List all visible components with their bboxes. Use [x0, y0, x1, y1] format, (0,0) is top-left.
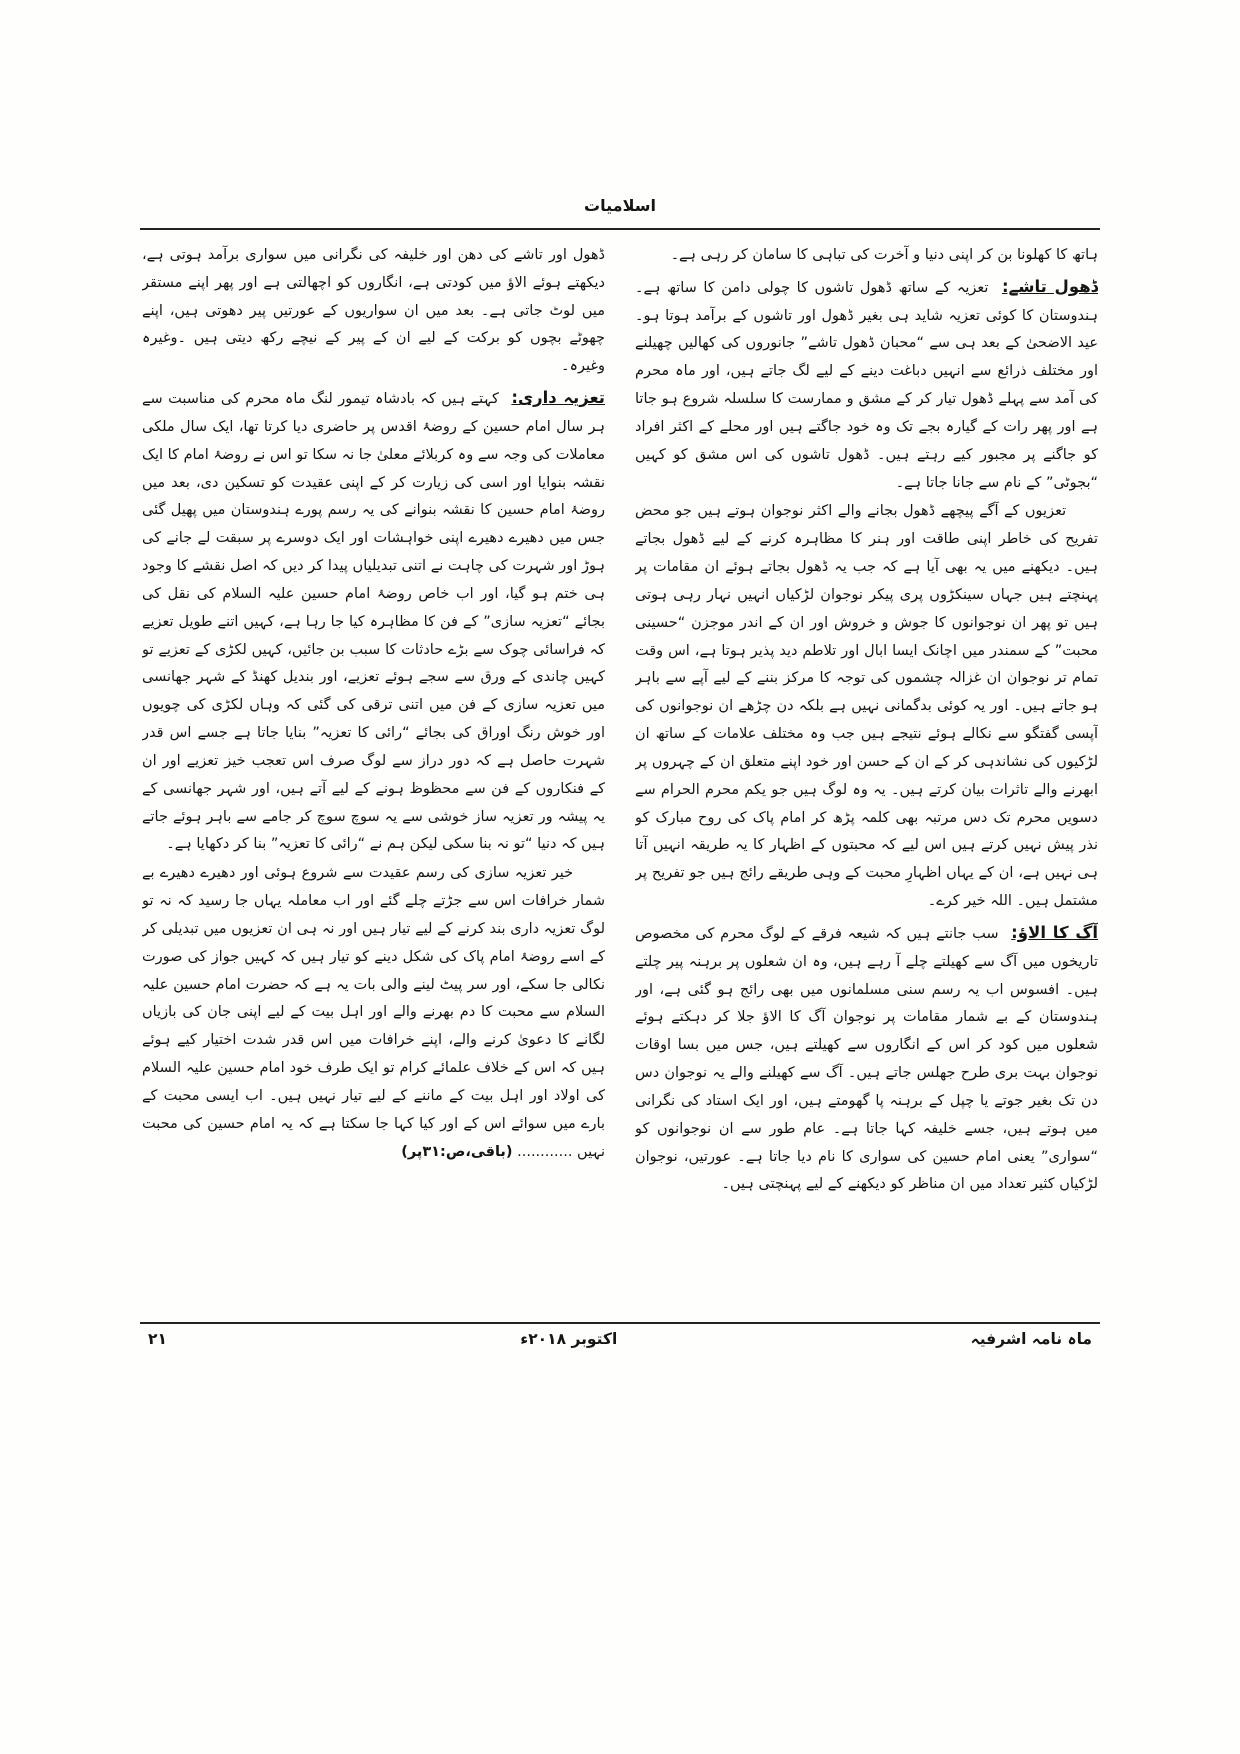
section-heading-aag-ka-alao: آگ کا الاؤ:: [1011, 922, 1098, 942]
section-heading-taziya-dari: تعزیہ داری:: [511, 388, 605, 408]
paragraph-khair-taziya: [142, 860, 605, 1166]
section-body-taziya-dari: کہتے ہیں کہ بادشاہ تیمور لنگ ماہ محرم کی مناسبت سے ہر سال امام حسین کے روضۂ اقدس پر حاضری دیا کرتا تھا، ایک سال ملکی معاملات کی وجہ سے وہ کربلائے معلیٰ جا نہ سکا تو اس نے روضۂ امام کا ایک نقشہ بنوایا اور اسی کی زیارت کر کے اپنی عقیدت کو تسکین دی، بعد میں روضۂ امام حسین کا نقشہ بنوانے کی یہ رسم پورے ہندوستان میں پھیل گئی جس میں دھیرے دھیرے اپنی خواہشات اور ایک دوسرے پر سبقت لے جانے کی ہوڑ اور شہرت کی چاہت نے اتنی تبدیلیاں پیدا کر دیں کہ اصل نقشے کا وجود ہی ختم ہو گیا، اور اب خاص روضۂ امام حسین علیہ السلام کی نقل کی بجائے “تعزیہ سازی” کے فن کا مظاہرہ کیا جا رہا ہے، کہیں اتنے طویل تعزیے کہ فراسائی چوک سے بڑے حادثات کا سبب بن جائیں، کہیں لکڑی کے تعزیے تو کہیں چاندی کے ورق سے سجے ہوئے تعزیے، اور بندیل کھنڈ کے شہر جھانسی میں تعزیہ سازی کے فن میں اتنی ترقی کی گئی کہ وہاں لکڑی کی چویوں اور خوش رنگ اوراق کی بجائے “رائی کا تعزیہ” بنایا جاتا ہے جسے اس قدر شہرت حاصل ہے کہ دور دراز سے لوگ صرف اس تعجب خیز تعزیے اور ان کے فنکاروں کے فن سے محظوظ ہونے کے لیے آتے ہیں، اور شہر جھانسی کے یہ پیشہ ور تعزیہ ساز خوشی سے یہ سوچ سوچ کر جامے سے باہر ہوئے جاتے ہیں کہ دنیا “تو نہ بنا سکی لیکن ہم نے “رائی کا تعزیہ” بنا کر دکھایا ہے۔: [142, 391, 605, 853]
page-footer: [148, 1330, 1092, 1348]
footer-magazine-name: ماہ نامہ اشرفیہ: [970, 1330, 1092, 1348]
section-heading-dhol-tashe: ڈھول تاشے:: [1001, 276, 1098, 296]
section-body-dhol-tashe: تعزیہ کے ساتھ ڈھول تاشوں کا چولی دامن کا ساتھ ہے۔ ہندوستان کا کوئی تعزیہ شاید ہی بغیر ڈھول اور تاشوں کے برآمد ہوتا ہو۔ عید الاضحیٰ کے بعد ہی سے “محبان ڈھول تاشے” جانوروں کی کھالیں چھیلنے اور مختلف ذرائع سے انہیں دباغت دینے کے لیے لگ جاتے ہیں، اور ماہ محرم کی آمد سے پہلے ڈھول تیار کر کے مشق و ممارست کا سلسلہ شروع ہو جاتا ہے اور پھر رات کے گیارہ بجے تک وہ خود جاگتے ہیں اور محلے کے اکثر افراد کو جاگنے پر مجبور کیے رہتے ہیں۔ ڈھول تاشوں کی اس مشق کو کہیں “بجوٹی” کے نام سے جانا جاتا ہے۔: [635, 279, 1098, 491]
continued-on-page-note: (باقی،ص:۳۱پر): [401, 1143, 513, 1160]
section-body-aag-ka-alao: سب جانتے ہیں کہ شیعہ فرقے کے لوگ محرم کی مخصوص تاریخوں میں آگ سے کھیلتے چلے آ رہے ہیں، وہ ان شعلوں پر برہنہ پیر چلتے ہیں۔ افسوس اب یہ رسم سنی مسلمانوں میں بھی رائج ہو گئی ہے، اور ہندوستان کے بے شمار مقامات پر نوجوان آگ کا الاؤ جلا کر دہکتے ہوئے شعلوں میں کود کر اس کے انگاروں سے کھیلتے ہیں، جس میں بسا اوقات نوجوان بہت بری طرح جھلس جاتے ہیں۔ آگ سے کھیلنے والے یہ نوجوان دس دن تک بغیر جوتے یا چپل کے برہنہ پا گھومتے ہیں، اور ایک استاد کی نگرانی میں ہوتے ہیں، جسے خلیفہ کہا جاتا ہے۔ عام طور سے ان نوجوانوں کو “سواری” یعنی امام حسین کی سواری کا نام دیا جاتا ہے۔ عورتیں، نوجوان لڑکیاں کثیر تعداد میں ان مناظر کو دیکھنے کے لیے پہنچتی ہیں۔: [635, 925, 1098, 1193]
page-header-title: اسلامیات: [584, 196, 656, 215]
paragraph-taziyon-dhol: تعزیوں کے آگے پیچھے ڈھول بجانے والے اکثر نوجوان ہوتے ہیں جو محض تفریح کی خاطر اپنی طاقت اور ہنر کا مظاہرہ کرنے کے لیے ڈھول بجاتے ہیں۔ دیکھنے میں یہ بھی آیا ہے کہ جب یہ ڈھول بجاتے ہوئے ان مقامات پر پہنچتے ہیں جہاں سینکڑوں پری پیکر نوجوان لڑکیاں انہیں نہار رہی ہوتی ہیں تو پھر ان نوجوانوں کا جوش و خروش اور ان کے اندر موجزن “حسینی محبت” کے سمندر میں اچانک ایسا ابال اور تلاطم دید پذیر ہوتا ہے، اس وقت تمام تر نوجوان ان غزالہ چشموں کی توجہ کا مرکز بننے کے لیے آپے سے باہر ہو جاتے ہیں۔ اور یہ کوئی بدگمانی نہیں ہے بلکہ دن چڑھے ان نوجوانوں کی آپسی گفتگو سے نکالے ہوئے نتیجے ہیں جب وہ مختلف علامات کے ساتھ ان لڑکیوں کی نشاندہی کر کے ان کے حسن اور خود اپنے متعلق ان کے چہروں پر ابھرنے والے تاثرات بیان کرتے ہیں۔ یہ وہ لوگ ہیں جو یکم محرم الحرام سے دسویں محرم تک دس مرتبہ بھی کلمہ پڑھ کر امام پاک کی روح مبارک کو نذر پیش نہیں کرتے ہیں اس لیے کہ محبتوں کے اظہار کا یہ طریقہ انہیں آتا ہی نہیں ہے، ان کے یہاں اظہارِ محبت کے وہی طریقے رائج ہیں جو تفریح پر مشتمل ہیں۔ اللہ خیر کرے۔: [635, 503, 1098, 910]
left-column: [142, 242, 605, 1316]
header-divider: [140, 228, 1100, 230]
section-taziya-dari: [142, 382, 605, 859]
section-dhol-tashe: [635, 271, 1098, 498]
paragraph-khair-taziya-text: خیر تعزیہ سازی کی رسم عقیدت سے شروع ہوئی اور دھیرے دھیرے بے شمار خرافات اس سے جڑتے چلے گئے اور اب معاملہ یہاں جا رسید کہ نہ تو لوگ تعزیہ داری بند کرنے کے لیے تیار ہیں اور نہ ہی ان تعزیوں میں تبدیلی کر کے اسے روضۂ امام پاک کی شکل دینے کو تیار ہیں کہ کہیں جواز کی صورت نکالی جا سکے، اور سر پیٹ لینے والی بات یہ ہے کہ حضرت امام حسین علیہ السلام سے محبت کا دم بھرنے والے اور اہل بیت کے لیے اپنی جان کی بازیاں لگانے کا دعویٰ کرنے والے، اپنے خرافات میں اس قدر شدت اختیار کیے ہوئے ہیں کہ اس کے خلاف علمائے کرام تو ایک طرف خود امام حسین علیہ السلام کی اولاد اور اہل بیت کے ماننے کے لیے تیار نہیں ہیں۔ اب ایسی محبت کے بارے میں سوائے اس کے اور کیا کہا جا سکتا ہے کہ یہ امام حسین کی محبت نہیں ............: [142, 865, 605, 1160]
footer-issue-date: اکتوبر ۲۰۱۸ء: [520, 1330, 618, 1348]
continuation-line: ہاتھ کا کھلونا بن کر اپنی دنیا و آخرت کی تباہی کا سامان کر رہی ہے۔: [670, 247, 1098, 263]
paragraph-sawari: ڈھول اور تاشے کی دھن اور خلیفہ کی نگرانی میں سواری برآمد ہوتی ہے، دیکھتے ہوئے الاؤ میں کودتی ہے، انگاروں کو اچھالتی ہے اور پھر اپنے مستقر میں لوٹ جاتی ہے۔ بعد میں ان سواریوں کے عورتیں پیر دھوتی ہیں، اپنے چھوٹے بچوں کو برکت کے لیے ان کے پیر کے نیچے رکھ دیتی ہیں ۔وغیرہ وغیرہ۔: [142, 247, 605, 375]
right-column: [635, 242, 1098, 1316]
footer-page-number: ۲۱: [148, 1330, 167, 1348]
footer-divider: [140, 1322, 1100, 1324]
article-columns: [142, 242, 1098, 1316]
section-aag-ka-alao: [635, 917, 1098, 1199]
